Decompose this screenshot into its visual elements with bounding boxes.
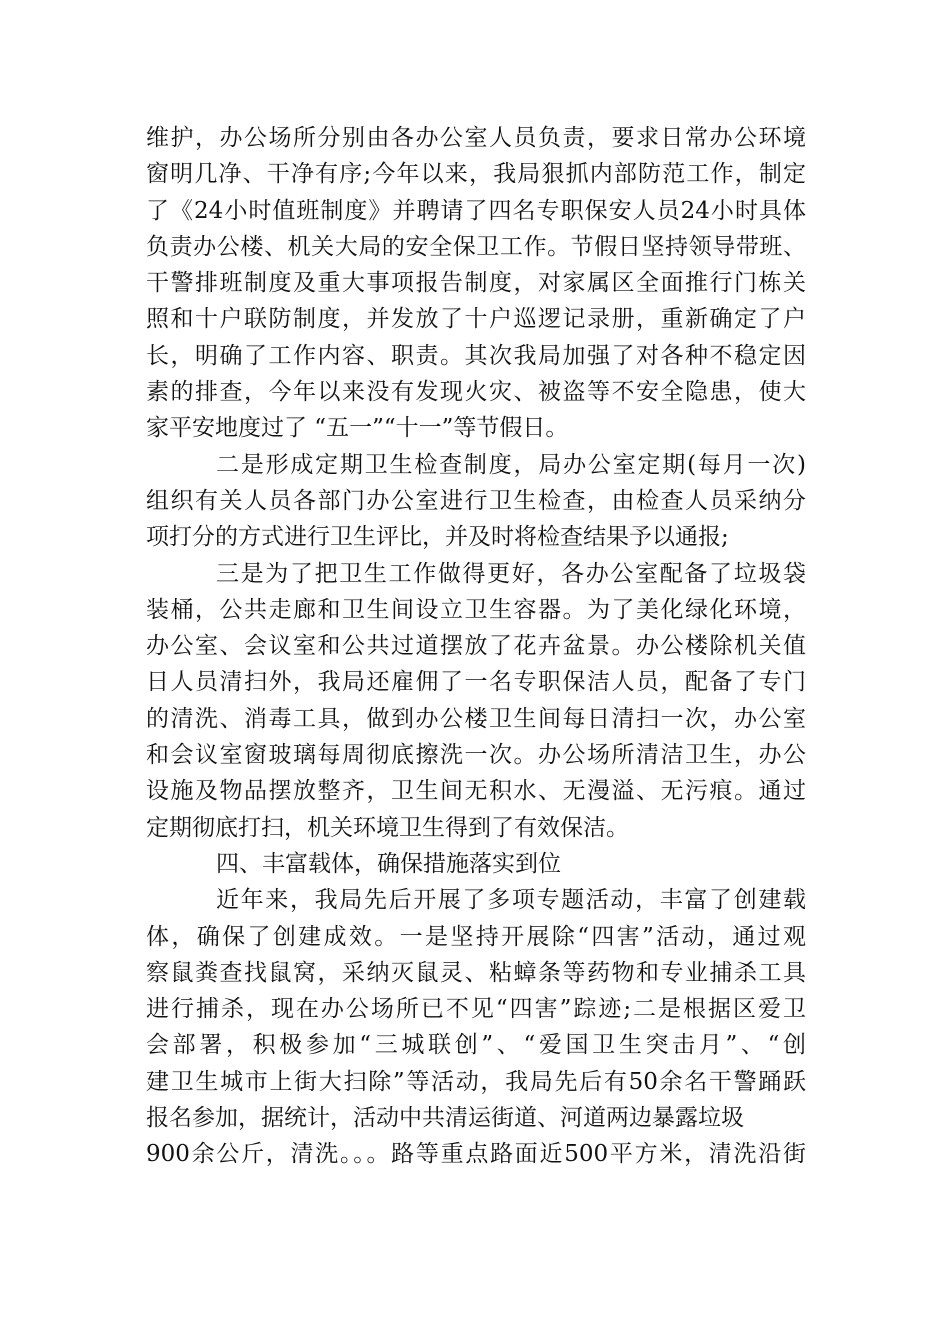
text-line: 组织有关人员各部门办公室进行卫生检查，由检查人员采纳分 [146, 487, 806, 514]
text-line: 负责办公楼、机关大局的安全保卫工作。节假日坚持领导带班、 [146, 233, 806, 260]
text-line: 体，确保了创建成效。一是坚持开展除“四害”活动，通过观 [146, 923, 806, 950]
text-line: 项打分的方式进行卫生评比，并及时将检查结果予以通报; [146, 524, 729, 551]
text-line: 照和十户联防制度，并发放了十户巡逻记录册，重新确定了户 [146, 306, 806, 333]
text-line: 装桶，公共走廊和卫生间设立卫生容器。为了美化绿化环境， [146, 596, 806, 623]
section-heading: 四、丰富载体，确保措施落实到位 [216, 850, 561, 877]
text-line: 干警排班制度及重大事项报告制度，对家属区全面推行门栋关 [146, 270, 806, 297]
text-line: 会部署，积极参加“三城联创”、“爱国卫生突击月”、“创 [146, 1032, 806, 1059]
paragraph-start-line: 三是为了把卫生工作做得更好，各办公室配备了垃圾袋 [216, 560, 806, 587]
text-line: 素的排查，今年以来没有发现火灾、被盗等不安全隐患，使大 [146, 379, 806, 406]
text-line: 家平安地度过了 “五一”“十一”等节假日。 [146, 415, 569, 442]
text-line: 建卫生城市上街大扫除”等活动，我局先后有50余名干警踊跃 [146, 1068, 806, 1095]
text-line: 维护，办公场所分别由各办公室人员负责，要求日常办公环境 [146, 125, 806, 151]
text-line: 窗明几净、干净有序;今年以来，我局狠抓内部防范工作，制定 [146, 161, 806, 188]
text-line: 900余公斤，清洗。。。路等重点路面近500平方米，清洗沿街 [146, 1141, 806, 1168]
text-line: 了《24小时值班制度》并聘请了四名专职保安人员24小时具体 [146, 197, 806, 224]
text-line: 的清洗、消毒工具，做到办公楼卫生间每日清扫一次，办公室 [146, 705, 806, 732]
text-line: 长，明确了工作内容、职责。其次我局加强了对各种不稳定因 [146, 342, 806, 369]
text-line: 办公室、会议室和公共过道摆放了花卉盆景。办公楼除机关值 [146, 633, 806, 660]
text-line: 报名参加，据统计，活动中共清运街道、河道两边暴露垃圾 [146, 1105, 744, 1132]
text-line: 进行捕杀，现在办公场所已不见“四害”踪迹;二是根据区爱卫 [146, 996, 806, 1023]
paragraph-start-line: 二是形成定期卫生检查制度，局办公室定期(每月一次) [216, 451, 806, 478]
text-line: 察鼠粪查找鼠窝，采纳灭鼠灵、粘蟑条等药物和专业捕杀工具 [146, 959, 806, 986]
text-line: 日人员清扫外，我局还雇佣了一名专职保洁人员，配备了专门 [146, 669, 806, 696]
document-body [146, 120, 806, 1173]
paragraph-start-line: 近年来，我局先后开展了多项专题活动，丰富了创建载 [216, 887, 806, 914]
text-line: 定期彻底打扫，机关环境卫生得到了有效保洁。 [146, 814, 629, 841]
text-line: 和会议室窗玻璃每周彻底擦洗一次。办公场所清洁卫生，办公 [146, 742, 806, 769]
text-line: 设施及物品摆放整齐，卫生间无积水、无漫溢、无污痕。通过 [146, 778, 806, 805]
